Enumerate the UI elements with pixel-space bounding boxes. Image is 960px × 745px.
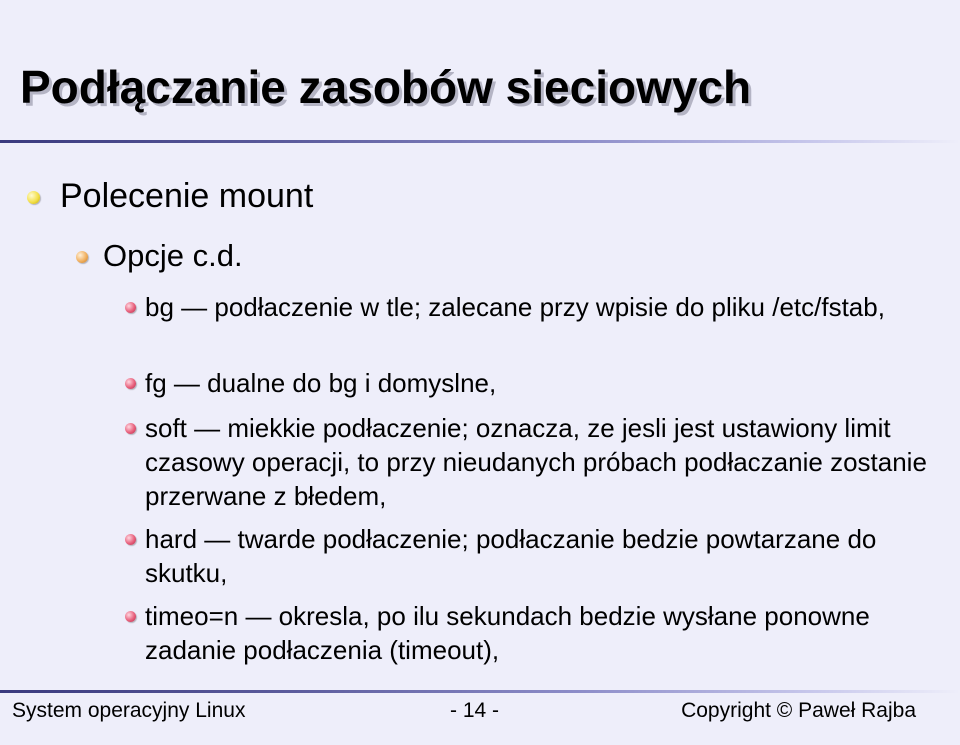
footer-divider xyxy=(0,690,960,693)
bullet-pink-icon xyxy=(125,302,136,313)
footer-course-name: System operacyjny Linux xyxy=(12,699,246,722)
bullet-pink-icon xyxy=(125,423,136,434)
level2-item: Opcje c.d. xyxy=(103,238,243,273)
option-item-fg: fg — dualne do bg i domyslne, xyxy=(145,368,497,398)
slide-title: Podłączanie zasobów sieciowych xyxy=(20,61,752,113)
bullet-yellow-icon xyxy=(27,191,40,204)
bullet-pink-icon xyxy=(125,378,136,389)
option-item-bg: bg — podłaczenie w tle; zalecane przy wpisie do pliku /etc/fstab, xyxy=(145,292,885,322)
level1-item: Polecenie mount xyxy=(60,177,314,215)
option-item-timeo: timeo=n — okresla, po ilu sekundach bedzie wysłane ponowne zadanie podłaczenia (timeout), xyxy=(145,601,870,665)
bullet-pink-icon xyxy=(125,534,136,545)
bullet-orange-icon xyxy=(76,251,88,263)
option-item-hard: hard — twarde podłaczenie; podłaczanie bedzie powtarzane do skutku, xyxy=(145,524,877,588)
footer-copyright: Copyright © Paweł Rajba xyxy=(681,699,916,722)
bullet-pink-icon xyxy=(125,611,136,622)
option-item-soft: soft — miekkie podłaczenie; oznacza, ze jesli jest ustawiony limit czasowy operacji, to przy nieudanych próbach podłaczanie zostanie przerwane z błedem, xyxy=(145,413,927,511)
title-divider xyxy=(0,140,960,143)
footer-page-number: - 14 - xyxy=(450,699,500,722)
